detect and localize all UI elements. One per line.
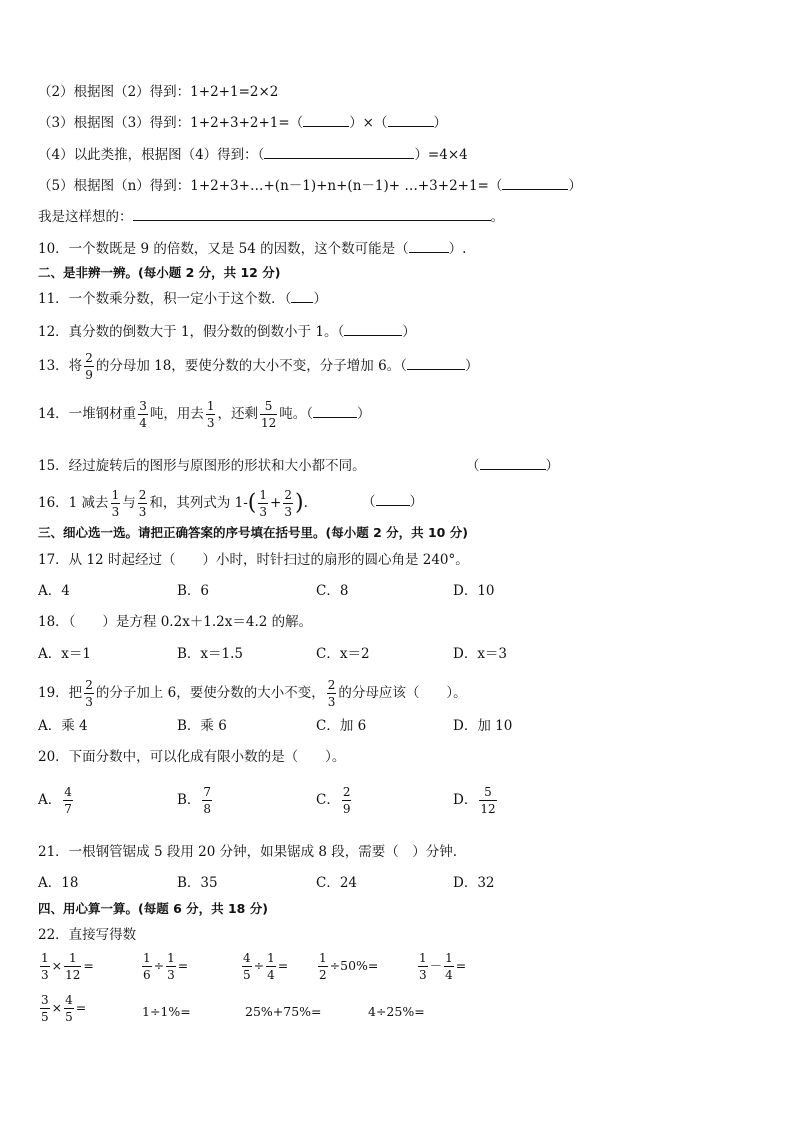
numerator: 1 [419,951,427,965]
q10-end: ）. [448,241,467,257]
fraction [84,352,94,381]
q19-option-b[interactable]: B．乘 6 [177,718,227,734]
numerator: 5 [264,399,273,413]
q14 [38,400,371,429]
fraction [342,786,352,815]
numerator: 2 [284,488,292,502]
q15-answer [466,457,559,475]
answer-blank[interactable] [480,457,546,470]
denominator: 3 [327,695,336,709]
answer-blank[interactable] [376,493,410,506]
q19-option-c[interactable]: C．加 6 [316,718,367,734]
denominator: 3 [206,416,215,430]
fraction [142,952,152,981]
denominator: 3 [167,968,175,982]
option-letter: D． [453,792,478,808]
fraction [318,952,328,981]
q19-text-3: 的分母应该（ ）。 [338,685,467,701]
operator: × [51,958,63,973]
q14-text-4: 吨。（ [279,406,313,422]
q9-line-4-text: （4）以此类推，根据图（4）得到：（ [38,147,265,163]
q12-end: ） [402,324,416,340]
fraction [242,952,252,981]
q13-text-2: 的分母加 18，要使分数的大小不变，分子增加 6。（ [95,358,407,374]
numerator: 5 [484,785,492,799]
operator: － [429,958,443,973]
fraction [40,994,50,1023]
q19-option-d[interactable]: D．加 10 [453,718,513,734]
fraction [63,786,73,815]
calc-item-4 [316,952,378,981]
denominator: 2 [319,968,327,982]
q20-option-b[interactable] [177,786,214,815]
calc-item-5 [416,952,466,981]
q18-option-d[interactable]: D．x＝3 [453,646,508,662]
option-letter: C． [316,792,340,808]
denominator: 7 [64,802,72,816]
denominator: 12 [480,802,496,816]
q16-text-2: 与 [122,495,136,511]
denominator: 3 [259,505,268,519]
denominator: 9 [85,368,93,382]
denominator: 12 [260,416,277,430]
q9-line-3 [38,114,447,132]
answer-blank[interactable] [388,114,434,127]
answer-blank[interactable] [407,357,465,370]
q10-text: 10．一个数既是 9 的倍数，又是 54 的因数，这个数可能是（ [38,241,409,257]
q20-stem: 20．下面分数中，可以化成有限小数的是（ ）。 [38,749,346,765]
calc-item-9: 4÷25%= [368,1004,425,1019]
operator: × [51,1000,63,1015]
numerator: 1 [111,488,120,502]
q9-line-2-text: （2）根据图（2）得到：1+2+1=2×2 [38,84,279,100]
fraction [283,489,293,518]
fraction [84,679,94,708]
q9-line-4-end: ）=4×4 [414,147,468,163]
denominator: 3 [419,968,427,982]
calc-item-2 [140,952,188,981]
numerator: 2 [327,678,336,692]
fraction [166,952,176,981]
numerator: 4 [64,785,72,799]
option-letter: A． [38,792,62,808]
q9-line-4 [38,146,468,164]
q16-answer [362,493,423,511]
q9-line-2 [38,83,278,101]
section-3-heading: 三、细心选一选。请把正确答案的序号填在括号里。(每小题 2 分，共 10 分) [38,525,468,540]
left-paren: ( [247,490,257,516]
fraction [64,952,81,981]
equals: = [277,958,289,973]
fraction [444,952,454,981]
denominator: 12 [65,968,81,982]
operator: ÷ [253,958,265,973]
numerator: 2 [138,488,147,502]
q19-text: 19．把 [38,685,83,701]
numerator: 1 [319,951,327,965]
equals: = [75,1000,87,1015]
q21-option-c[interactable]: C．24 [316,875,358,891]
fraction [206,400,216,429]
calc-item-6 [38,994,86,1023]
q21-option-b[interactable]: B．35 [177,875,218,891]
q16-paren-close: ） [409,494,423,510]
fraction [111,489,121,518]
q19-option-a[interactable]: A．乘 4 [38,718,88,734]
q20-option-d[interactable] [453,786,499,815]
calc-item-3 [240,952,288,981]
q13-end: ） [464,358,479,374]
q11-end: ） [313,291,327,307]
numerator: 2 [85,678,93,692]
q17-option-a[interactable]: A．4 [38,583,70,599]
plus-sign: + [270,495,282,511]
q14-text-2: 吨，用去 [149,406,204,422]
q17-option-b[interactable]: B．6 [177,583,210,599]
denominator: 6 [143,968,151,982]
numerator: 1 [68,951,77,965]
numerator: 1 [267,951,275,965]
fraction [40,952,50,981]
q9-line-5-end: ） [568,178,582,194]
denominator: 3 [85,695,93,709]
q18-option-b[interactable]: B．x＝1.5 [177,646,244,662]
q15-paren-close: ） [545,458,559,474]
numerator: 1 [167,951,175,965]
q9-think [38,208,504,226]
numerator: 1 [259,488,268,502]
calc-item-1 [38,952,94,981]
right-paren: ) [294,490,304,516]
fraction [418,952,428,981]
q15 [38,457,366,475]
q9-line-3-mid: ）×（ [349,115,388,131]
fraction [202,786,212,815]
option-letter: B． [177,792,201,808]
q11 [38,290,327,308]
fraction [479,786,496,815]
denominator: 4 [139,416,147,430]
fraction [327,679,337,708]
answer-blank[interactable] [313,405,357,418]
q9-line-3-end: ） [433,115,447,131]
fraction [138,489,148,518]
q17-stem: 17．从 12 时起经过（ ）小时，时针扫过的扇形的圆心角是 240°。 [38,552,469,568]
calc-item-7: 1÷1%= [142,1004,191,1019]
q16 [38,489,308,518]
q17-option-c[interactable]: C．8 [316,583,349,599]
numerator: 4 [65,993,73,1007]
fraction [138,400,148,429]
section-4-heading: 四、用心算一算。(每题 6 分，共 18 分) [38,901,268,916]
answer-blank[interactable] [303,114,349,127]
calc-item-8: 25%+75%= [245,1004,322,1019]
numerator: 1 [41,951,49,965]
q21-option-d[interactable]: D．32 [453,875,495,891]
fraction [260,400,277,429]
q11-text: 11．一个数乘分数，积一定小于这个数．（ [38,291,292,307]
numerator: 7 [203,785,212,799]
numerator: 1 [206,399,215,413]
denominator: 3 [284,505,292,519]
q19-text-2: 的分子加上 6，要使分数的大小不变， [95,685,325,701]
fraction [266,952,276,981]
q14-end: ） [357,406,371,422]
q16-text: 16．1 减去 [38,495,109,511]
q18-option-a[interactable]: A．x＝1 [38,646,91,662]
q12 [38,323,416,341]
denominator: 5 [41,1010,49,1024]
q21-option-a[interactable]: A．18 [38,875,79,891]
fraction [258,489,268,518]
numerator: 3 [139,399,147,413]
denominator: 4 [445,968,453,982]
q19-stem [38,679,467,708]
q20-option-a[interactable] [38,786,75,815]
q20-option-c[interactable] [316,786,353,815]
denominator: 3 [138,505,147,519]
numerator: 2 [342,785,351,799]
section-2-heading: 二、是非辨一辨。(每小题 2 分，共 12 分) [38,265,281,280]
equals: = [177,958,189,973]
q17-option-d[interactable]: D．10 [453,583,495,599]
q13-text: 13．将 [38,358,83,374]
numerator: 4 [243,951,251,965]
equals: = [83,958,94,973]
numerator: 3 [41,993,49,1007]
answer-blank[interactable] [133,208,491,221]
denominator: 8 [203,802,212,816]
q15-text: 15．经过旋转后的图形与原图形的形状和大小都不同。 [38,458,366,474]
q16-paren-open: （ [362,494,376,510]
equals: = [455,958,467,973]
q13 [38,352,478,381]
answer-blank[interactable] [291,290,313,303]
q10 [38,240,466,258]
q9-think-label: 我是这样想的： [38,209,133,225]
answer-blank[interactable] [409,240,449,253]
numerator: 1 [143,951,151,965]
answer-blank[interactable] [502,177,568,190]
q18-stem: 18．（ ）是方程 0.2x＋1.2x＝4.2 的解。 [38,614,313,630]
q12-text: 12．真分数的倒数大于 1，假分数的倒数小于 1。（ [38,324,345,340]
denominator: 3 [41,968,49,982]
fraction [64,994,74,1023]
denominator: 4 [267,968,275,982]
q16-text-3: 和，其列式为 1- [149,495,248,511]
denominator: 5 [243,968,251,982]
q14-text-3: ，还剩 [217,406,258,422]
numerator: 1 [445,951,453,965]
answer-blank[interactable] [264,146,414,159]
q9-line-5-text: （5）根据图（n）得到：1+2+3+…+(n－1)+n+(n－1)+ …+3+2+1=（ [38,178,503,194]
q21-stem: 21．一根钢管锯成 5 段用 20 分钟，如果锯成 8 段，需要（ ）分钟. [38,844,458,860]
denominator: 3 [111,505,120,519]
denominator: 5 [65,1010,73,1024]
q14-text: 14．一堆钢材重 [38,406,137,422]
q18-option-c[interactable]: C．x＝2 [316,646,370,662]
denominator: 9 [342,802,351,816]
q9-think-end: 。 [490,209,504,225]
q9-line-3-text: （3）根据图（3）得到：1+2+3+2+1=（ [38,115,304,131]
q15-paren-open: （ [466,458,480,474]
q22-title: 22．直接写得数 [38,927,137,943]
answer-blank[interactable] [344,323,402,336]
numerator: 2 [85,351,93,365]
expression-rest: ÷50%= [329,958,379,973]
operator: ÷ [153,958,165,973]
q9-line-5 [38,177,582,195]
q16-period: . [303,495,308,511]
